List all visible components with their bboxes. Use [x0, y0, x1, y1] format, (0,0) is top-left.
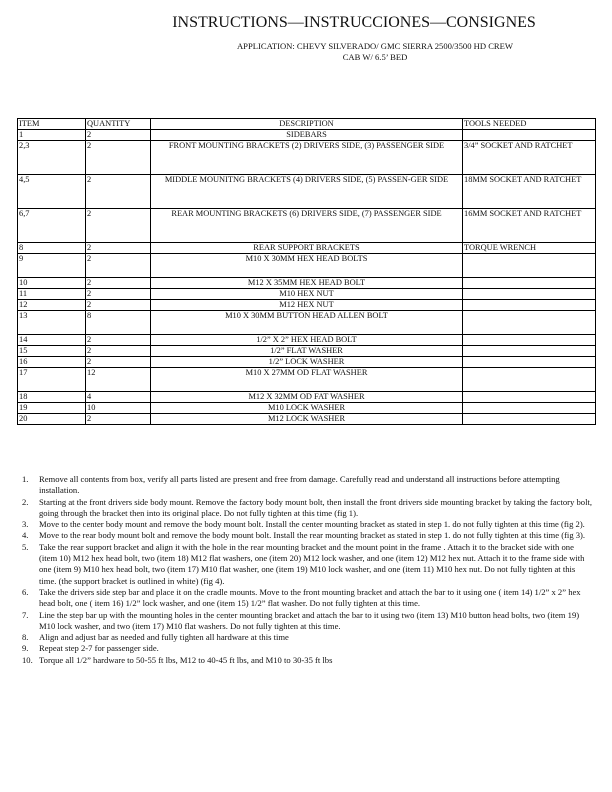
step-item — [22, 519, 592, 530]
cell-description: M10 X 30MM BUTTON HEAD ALLEN BOLT — [151, 311, 463, 335]
cell-tools — [463, 311, 596, 335]
cell-description: 1/2” X 2” HEX HEAD BOLT — [151, 335, 463, 346]
cell-tools: 3/4” SOCKET AND RATCHET — [463, 141, 596, 175]
cell-description: M12 HEX NUT — [151, 300, 463, 311]
step-number: 3. — [22, 519, 29, 530]
cell-tools — [463, 335, 596, 346]
cell-tools — [463, 392, 596, 403]
cell-quantity: 2 — [86, 335, 151, 346]
cell-item: 9 — [18, 254, 86, 278]
step-item — [22, 497, 592, 520]
cell-tools — [463, 289, 596, 300]
table-row — [18, 403, 596, 414]
cell-description: M10 X 30MM HEX HEAD BOLTS — [151, 254, 463, 278]
table-header-row — [18, 119, 596, 130]
step-text: Take the drivers side step bar and place it on the cradle mounts. Move to the front mounting bracket and attach the bar to it using one ( item 14) 1/2” x 2” hex head bolt, one ( item 16) 1/2” lock washer, and one (item 15) 1/2” flat washer. Do not fully tighten at this time. — [39, 586, 581, 609]
cell-item: 17 — [18, 368, 86, 392]
table-row — [18, 335, 596, 346]
step-text: Move to the center body mount and remove the body mount bolt. Install the center mounting bracket as stated in step 1. do not fully tighten at this time (fig 2). — [39, 519, 585, 530]
cell-item: 11 — [18, 289, 86, 300]
step-text: Line the step bar up with the mounting holes in the center mounting bracket and attach the bar to it using two (item 13) M10 button head bolts, two (item 19) M10 lock washer, and two (item 17) M10 flat washers. Do not fully tighten at this time. — [39, 609, 580, 631]
cell-quantity: 4 — [86, 392, 151, 403]
step-item — [22, 530, 592, 541]
cell-quantity: 2 — [86, 209, 151, 243]
cell-tools — [463, 346, 596, 357]
header-item: ITEM — [18, 119, 86, 130]
header-quantity: QUANTITY — [86, 119, 151, 130]
table-row — [18, 209, 596, 243]
step-number: 4. — [22, 530, 29, 541]
header-tools: TOOLS NEEDED — [463, 119, 596, 130]
table-row — [18, 175, 596, 209]
cell-description: MIDDLE MOUNITNG BRACKETS (4) DRIVERS SIDE, (5) PASSEN-GER SIDE — [151, 175, 463, 209]
table-row — [18, 300, 596, 311]
step-text: Align and adjust bar as needed and fully tighten all hardware at this time — [39, 632, 289, 643]
cell-tools — [463, 300, 596, 311]
table-row — [18, 346, 596, 357]
table-row — [18, 243, 596, 254]
cell-item: 8 — [18, 243, 86, 254]
step-item — [22, 474, 592, 497]
cell-quantity: 2 — [86, 243, 151, 254]
cell-description: 1/2” LOCK WASHER — [151, 357, 463, 368]
cell-item: 1 — [18, 130, 86, 141]
table-row — [18, 368, 596, 392]
cell-description: REAR MOUNTING BRACKETS (6) DRIVERS SIDE, (7) PASSENGER SIDE — [151, 209, 463, 243]
instruction-steps — [22, 474, 592, 666]
cell-item: 14 — [18, 335, 86, 346]
step-number: 9. — [22, 643, 29, 654]
cell-description: 1/2” FLAT WASHER — [151, 346, 463, 357]
table-row — [18, 414, 596, 425]
cell-item: 4,5 — [18, 175, 86, 209]
table-row — [18, 130, 596, 141]
cell-quantity: 12 — [86, 368, 151, 392]
cell-tools — [463, 254, 596, 278]
table-row — [18, 141, 596, 175]
step-item — [22, 542, 592, 587]
page-title: INSTRUCTIONS—INSTRUCCIONES—CONSIGNES — [172, 14, 536, 31]
cell-tools — [463, 368, 596, 392]
step-text: Torque all 1/2” hardware to 50-55 ft lbs, M12 to 40-45 ft lbs, and M10 to 30-35 ft lbs — [39, 654, 333, 665]
step-text: Remove all contents from box, verify all parts listed are present and free from damage. Carefully read and understand all instructions before attempting installation. — [39, 474, 560, 496]
cell-description: M12 X 35MM HEX HEAD BOLT — [151, 278, 463, 289]
table-row — [18, 278, 596, 289]
cell-item: 2,3 — [18, 141, 86, 175]
table-row — [18, 254, 596, 278]
cell-item: 20 — [18, 414, 86, 425]
cell-quantity: 2 — [86, 289, 151, 300]
step-text: Move to the rear body mount bolt and remove the body mount bolt. Install the rear mounting bracket as stated in step 1. do not fully tighten at this time (fig 3). — [39, 530, 586, 541]
application-line-1: APPLICATION: CHEVY SILVERADO/ GMC SIERRA 2500/3500 HD CREW — [236, 41, 514, 51]
application-info — [160, 41, 590, 63]
table-row — [18, 392, 596, 403]
cell-tools: TORQUE WRENCH — [463, 243, 596, 254]
step-number: 6. — [22, 586, 29, 597]
cell-description: REAR SUPPORT BRACKETS — [151, 243, 463, 254]
step-text: Repeat step 2-7 for passenger side. — [39, 643, 159, 654]
cell-tools — [463, 278, 596, 289]
cell-description: M10 LOCK WASHER — [151, 403, 463, 414]
cell-description: SIDEBARS — [151, 130, 463, 141]
cell-tools: 16MM SOCKET AND RATCHET — [463, 209, 596, 243]
cell-tools — [463, 130, 596, 141]
cell-quantity: 2 — [86, 175, 151, 209]
step-item — [22, 587, 592, 610]
cell-tools — [463, 403, 596, 414]
table-row — [18, 311, 596, 335]
step-number: 7. — [22, 609, 29, 620]
cell-description: M10 HEX NUT — [151, 289, 463, 300]
cell-item: 16 — [18, 357, 86, 368]
cell-item: 6,7 — [18, 209, 86, 243]
table-row — [18, 357, 596, 368]
cell-quantity: 2 — [86, 357, 151, 368]
table-row — [18, 289, 596, 300]
cell-quantity: 2 — [86, 414, 151, 425]
step-text: Starting at the front drivers side body mount. Remove the factory body mount bolt, then install the front drivers side mounting bracket by taking the factory bolt, going through the bracket then into its original place. Do not fully tighten at this time (fig 1). — [39, 496, 592, 518]
cell-quantity: 2 — [86, 141, 151, 175]
step-number: 5. — [22, 541, 29, 552]
application-line-2: CAB W/ 6.5’ BED — [342, 52, 408, 62]
cell-tools — [463, 357, 596, 368]
step-number: 8. — [22, 632, 29, 643]
cell-tools: 18MM SOCKET AND RATCHET — [463, 175, 596, 209]
step-item — [22, 655, 592, 666]
cell-quantity: 2 — [86, 254, 151, 278]
cell-quantity: 2 — [86, 130, 151, 141]
cell-item: 19 — [18, 403, 86, 414]
cell-quantity: 10 — [86, 403, 151, 414]
step-text: Take the rear support bracket and align it with the hole in the rear mounting bracket and the mount point in the frame . Attach it to the bracket side with one (item 10) M12 hex head bolt, two (item 18) M12 flat washers, one (item 20) M12 lock washer, and one (item 12) M12 hex nut. Attach it to the frame side with one (item 9) M10 hex head bolt, two (item 17) M10 flat washer, one (item 19) M10 lock washer, and one (item 11) M10 hex nut. Do not fully tighten at this time. (the support bracket is outlined in white) (fig 4). — [39, 541, 585, 586]
cell-quantity: 2 — [86, 346, 151, 357]
step-item — [22, 610, 592, 633]
parts-table — [17, 118, 596, 425]
cell-quantity: 2 — [86, 300, 151, 311]
step-item — [22, 632, 592, 643]
cell-item: 15 — [18, 346, 86, 357]
step-number: 10. — [22, 654, 33, 665]
cell-description: FRONT MOUNTING BRACKETS (2) DRIVERS SIDE, (3) PASSENGER SIDE — [151, 141, 463, 175]
cell-item: 12 — [18, 300, 86, 311]
cell-item: 10 — [18, 278, 86, 289]
cell-quantity: 2 — [86, 278, 151, 289]
step-item — [22, 643, 592, 654]
cell-item: 18 — [18, 392, 86, 403]
step-number: 1. — [22, 474, 29, 484]
cell-item: 13 — [18, 311, 86, 335]
header-description: DESCRIPTION — [151, 119, 463, 130]
cell-description: M12 X 32MM OD FAT WASHER — [151, 392, 463, 403]
cell-tools — [463, 414, 596, 425]
cell-description: M10 X 27MM OD FLAT WASHER — [151, 368, 463, 392]
step-number: 2. — [22, 496, 29, 507]
cell-quantity: 8 — [86, 311, 151, 335]
cell-description: M12 LOCK WASHER — [151, 414, 463, 425]
